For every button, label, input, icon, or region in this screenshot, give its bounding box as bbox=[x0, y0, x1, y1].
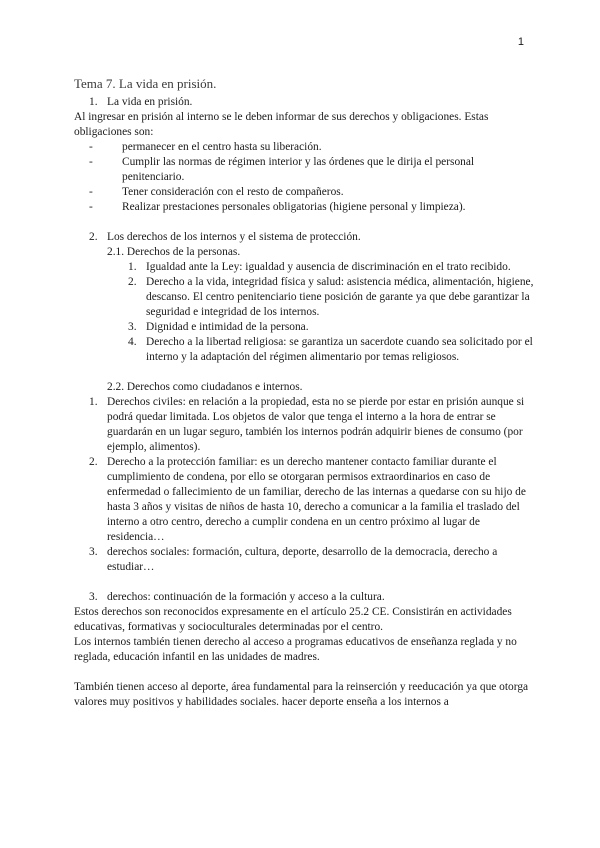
document-body bbox=[74, 76, 536, 710]
obligations-list bbox=[74, 140, 536, 215]
list-item bbox=[74, 455, 536, 545]
section-1-number: 1. bbox=[89, 96, 98, 108]
list-item bbox=[74, 185, 536, 200]
subsection-2-1-heading: 2.1. Derechos de la personas. bbox=[107, 246, 241, 258]
personal-rights-list bbox=[74, 260, 536, 365]
section-3-heading bbox=[74, 590, 536, 605]
obligation-text: Realizar prestaciones personales obligatorias (higiene personal y limpieza). bbox=[122, 201, 466, 213]
list-item bbox=[74, 140, 536, 155]
item-number: 1. bbox=[89, 396, 98, 408]
list-item bbox=[74, 335, 536, 365]
right-text: Igualdad ante la Ley: igualdad y ausencia de discriminación en el trato recibido. bbox=[146, 261, 511, 273]
section-3-number: 3. bbox=[89, 591, 98, 603]
paragraph-sport: También tienen acceso al deporte, área fundamental para la reinserción y reeducación ya que otorga valores muy positivos y habilidades sociales. hacer deporte enseña a los internos a bbox=[74, 681, 529, 708]
list-item bbox=[74, 275, 536, 320]
list-item bbox=[74, 260, 536, 275]
list-item bbox=[74, 200, 536, 215]
list-item bbox=[74, 320, 536, 335]
item-number: 4. bbox=[128, 336, 137, 348]
bullet-marker: - bbox=[89, 156, 93, 168]
obligation-text: permanecer en el centro hasta su liberación. bbox=[122, 141, 322, 153]
list-item bbox=[74, 395, 536, 455]
bullet-marker: - bbox=[89, 201, 93, 213]
section-1-heading bbox=[74, 95, 536, 110]
obligation-text: Cumplir las normas de régimen interior y las órdenes que le dirija el personal penitenciario. bbox=[122, 156, 475, 183]
item-number: 3. bbox=[128, 321, 137, 333]
right-text: Derecho a la libertad religiosa: se garantiza un sacerdote cuando sea solicitado por el interno y la adaptación del régimen alimentario por temas religiosos. bbox=[146, 336, 533, 363]
citizen-right-text: Derechos civiles: en relación a la propiedad, esta no se pierde por estar en prisión aunque si podrá quedar limitada. Los objetos de valor que tenga el interno a la hora de entrar se guardarán en un lugar seguro, también los internos podrán adquirir bienes de consumo (por ejemplo, alimentos). bbox=[107, 396, 525, 453]
document-title: Tema 7. La vida en prisión. bbox=[74, 76, 217, 91]
citizen-right-text: derechos sociales: formación, cultura, deporte, desarrollo de la democracia, derecho a estudiar… bbox=[107, 546, 498, 573]
item-number: 1. bbox=[128, 261, 137, 273]
section-1-intro: Al ingresar en prisión al interno se le deben informar de sus derechos y obligaciones. Estas obligaciones son: bbox=[74, 111, 489, 138]
item-number: 2. bbox=[89, 456, 98, 468]
citizen-rights-list bbox=[74, 395, 536, 575]
section-2-heading bbox=[74, 230, 536, 245]
item-number: 3. bbox=[89, 546, 98, 558]
paragraph-education: Los internos también tienen derecho al acceso a programas educativos de enseñanza reglada y no reglada, educación infantil en las unidades de madres. bbox=[74, 636, 517, 663]
bullet-marker: - bbox=[89, 186, 93, 198]
right-text: Derecho a la vida, integridad física y salud: asistencia médica, alimentación, higiene, descanso. El centro penitenciario tiene posición de garante ya que debe garantizar la seguridad e integridad de los internos. bbox=[146, 276, 534, 318]
section-1-title: La vida en prisión. bbox=[107, 96, 193, 108]
right-text: Dignidad e intimidad de la persona. bbox=[146, 321, 309, 333]
citizen-right-text: Derecho a la protección familiar: es un derecho mantener contacto familiar durante el cumplimiento de condena, por ello se otorgaran permisos extraordinarios en caso de enfermedad o fallecimiento de un familiar, derecho de las internas a quedarse con su hijo de hasta 3 años y visitas de niños de hasta 10, derecho a comunicar a la familia el traslado del interno a otro centro, derecho a cumplir condena en un centro próximo al lugar de residencia… bbox=[107, 456, 526, 543]
obligation-text: Tener consideración con el resto de compañeros. bbox=[122, 186, 344, 198]
bullet-marker: - bbox=[89, 141, 93, 153]
section-2-number: 2. bbox=[89, 231, 98, 243]
list-item bbox=[74, 545, 536, 575]
item-number: 2. bbox=[128, 276, 137, 288]
paragraph-constitution: Estos derechos son reconocidos expresamente en el artículo 25.2 CE. Consistirán en actividades educativas, formativas y socioculturales determinadas por el centro. bbox=[74, 606, 512, 633]
subsection-2-2-heading: 2.2. Derechos como ciudadanos e internos. bbox=[107, 381, 303, 393]
list-item bbox=[74, 155, 536, 185]
section-2-title: Los derechos de los internos y el sistema de protección. bbox=[107, 231, 361, 243]
page-number: 1 bbox=[517, 36, 524, 48]
section-3-title: derechos: continuación de la formación y acceso a la cultura. bbox=[107, 591, 385, 603]
